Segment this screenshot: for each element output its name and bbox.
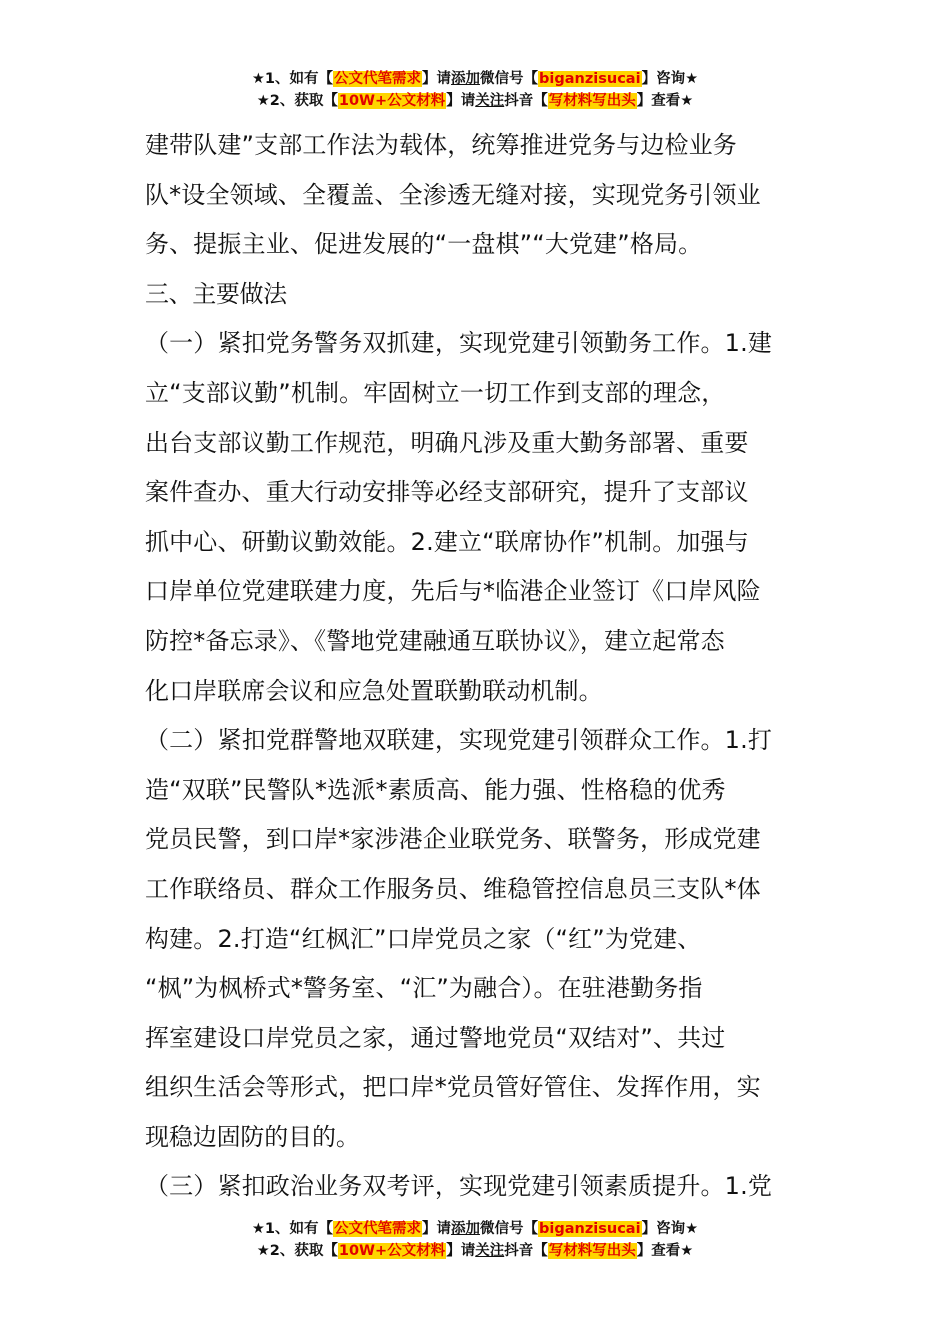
text-line: 建带队建”支部工作法为载体，统筹推进党务与边检业务 — [145, 131, 737, 159]
text-line: 构建。2.打造“红枫汇”口岸党员之家（“红”为党建、 — [145, 924, 702, 953]
text-line: 挥室建设口岸党员之家，通过警地党员“双结对”、共过 — [145, 1023, 726, 1052]
text-line: 案件查办、重大行动安排等必经支部研究，提升了支部议 — [145, 478, 749, 507]
banner-text: 抖音【 — [504, 93, 548, 109]
underlined-word: 关注 — [475, 1243, 505, 1259]
banner-line-1 — [0, 68, 950, 90]
banner-text: 】咨询★ — [641, 1221, 699, 1237]
banner-text: 微信号【 — [480, 1221, 539, 1237]
banner-line-2 — [0, 1240, 950, 1262]
text-line: 工作联络员、群众工作服务员、维稳管控信息员三支队*体 — [145, 874, 761, 903]
highlight-service: 公文代笔需求 — [334, 71, 422, 87]
banner-text: ★2、获取【 — [256, 93, 338, 109]
text-line: 队*设全领域、全覆盖、全渗透无缝对接，实现党务引领业 — [145, 180, 761, 209]
highlight-service: 公文代笔需求 — [334, 1221, 422, 1237]
underlined-word: 关注 — [475, 93, 505, 109]
text-line: 口岸单位党建联建力度，先后与*临港企业签订《口岸风险 — [145, 577, 761, 606]
banner-line-1 — [0, 1218, 950, 1240]
banner-text: 】查看★ — [636, 1243, 694, 1259]
highlight-douyin-account: 写材料写出头 — [548, 1243, 636, 1259]
banner-text: 】请 — [446, 1243, 476, 1259]
document-body — [145, 121, 815, 1212]
text-line: 党员民警，到口岸*家涉港企业联党务、联警务，形成党建 — [145, 825, 761, 854]
footer-banner — [0, 1218, 950, 1262]
underlined-word: 添加 — [451, 1221, 481, 1237]
banner-text: 】咨询★ — [641, 71, 699, 87]
text-line: 防控*备忘录》、《警地党建融通互联协议》，建立起常态 — [145, 626, 725, 655]
text-line: 三、主要做法 — [145, 279, 287, 308]
banner-text: ★1、如有【 — [251, 1221, 334, 1237]
banner-text: 】请 — [446, 93, 476, 109]
text-line: （一）紧扣党务警务双抓建，实现党建引领勤务工作。1.建 — [145, 329, 772, 358]
banner-text: 微信号【 — [480, 71, 539, 87]
banner-text: 抖音【 — [504, 1243, 548, 1259]
text-line: 化口岸联席会议和应急处置联勤联动机制。 — [145, 676, 603, 705]
text-line: 抓中心、研勤议勤效能。2.建立“联席协作”机制。加强与 — [145, 527, 749, 556]
highlight-wechat-id: biganzisucai — [539, 1221, 641, 1237]
highlight-materials: 10W+公文材料 — [338, 1243, 446, 1259]
banner-text: 】请 — [422, 71, 452, 87]
highlight-douyin-account: 写材料写出头 — [548, 93, 636, 109]
text-line: （二）紧扣党群警地双联建，实现党建引领群众工作。1.打 — [145, 726, 772, 755]
banner-text: ★2、获取【 — [256, 1243, 338, 1259]
banner-text: ★1、如有【 — [251, 71, 334, 87]
text-line: 组织生活会等形式，把口岸*党员管好管住、发挥作用，实 — [145, 1073, 761, 1102]
header-banner — [0, 68, 950, 112]
highlight-wechat-id: biganzisucai — [539, 71, 641, 87]
text-line: “枫”为枫桥式*警务室、“汇”为融合）。在驻港勤务指 — [145, 974, 703, 1003]
text-line: （三）紧扣政治业务双考评，实现党建引领素质提升。1.党 — [145, 1172, 772, 1201]
text-line: 立“支部议勤”机制。牢固树立一切工作到支部的理念， — [145, 378, 726, 407]
text-line: 造“双联”民警队*选派*素质高、能力强、性格稳的优秀 — [145, 775, 726, 804]
banner-text: 】查看★ — [636, 93, 694, 109]
text-line: 务、提振主业、促进发展的“一盘棋”“大党建”格局。 — [145, 230, 703, 259]
highlight-materials: 10W+公文材料 — [338, 93, 446, 109]
text-line: 现稳边固防的目的。 — [145, 1122, 360, 1151]
text-line: 出台支部议勤工作规范，明确凡涉及重大勤务部署、重要 — [145, 428, 749, 457]
banner-text: 】请 — [422, 1221, 452, 1237]
banner-line-2 — [0, 90, 950, 112]
underlined-word: 添加 — [451, 71, 481, 87]
